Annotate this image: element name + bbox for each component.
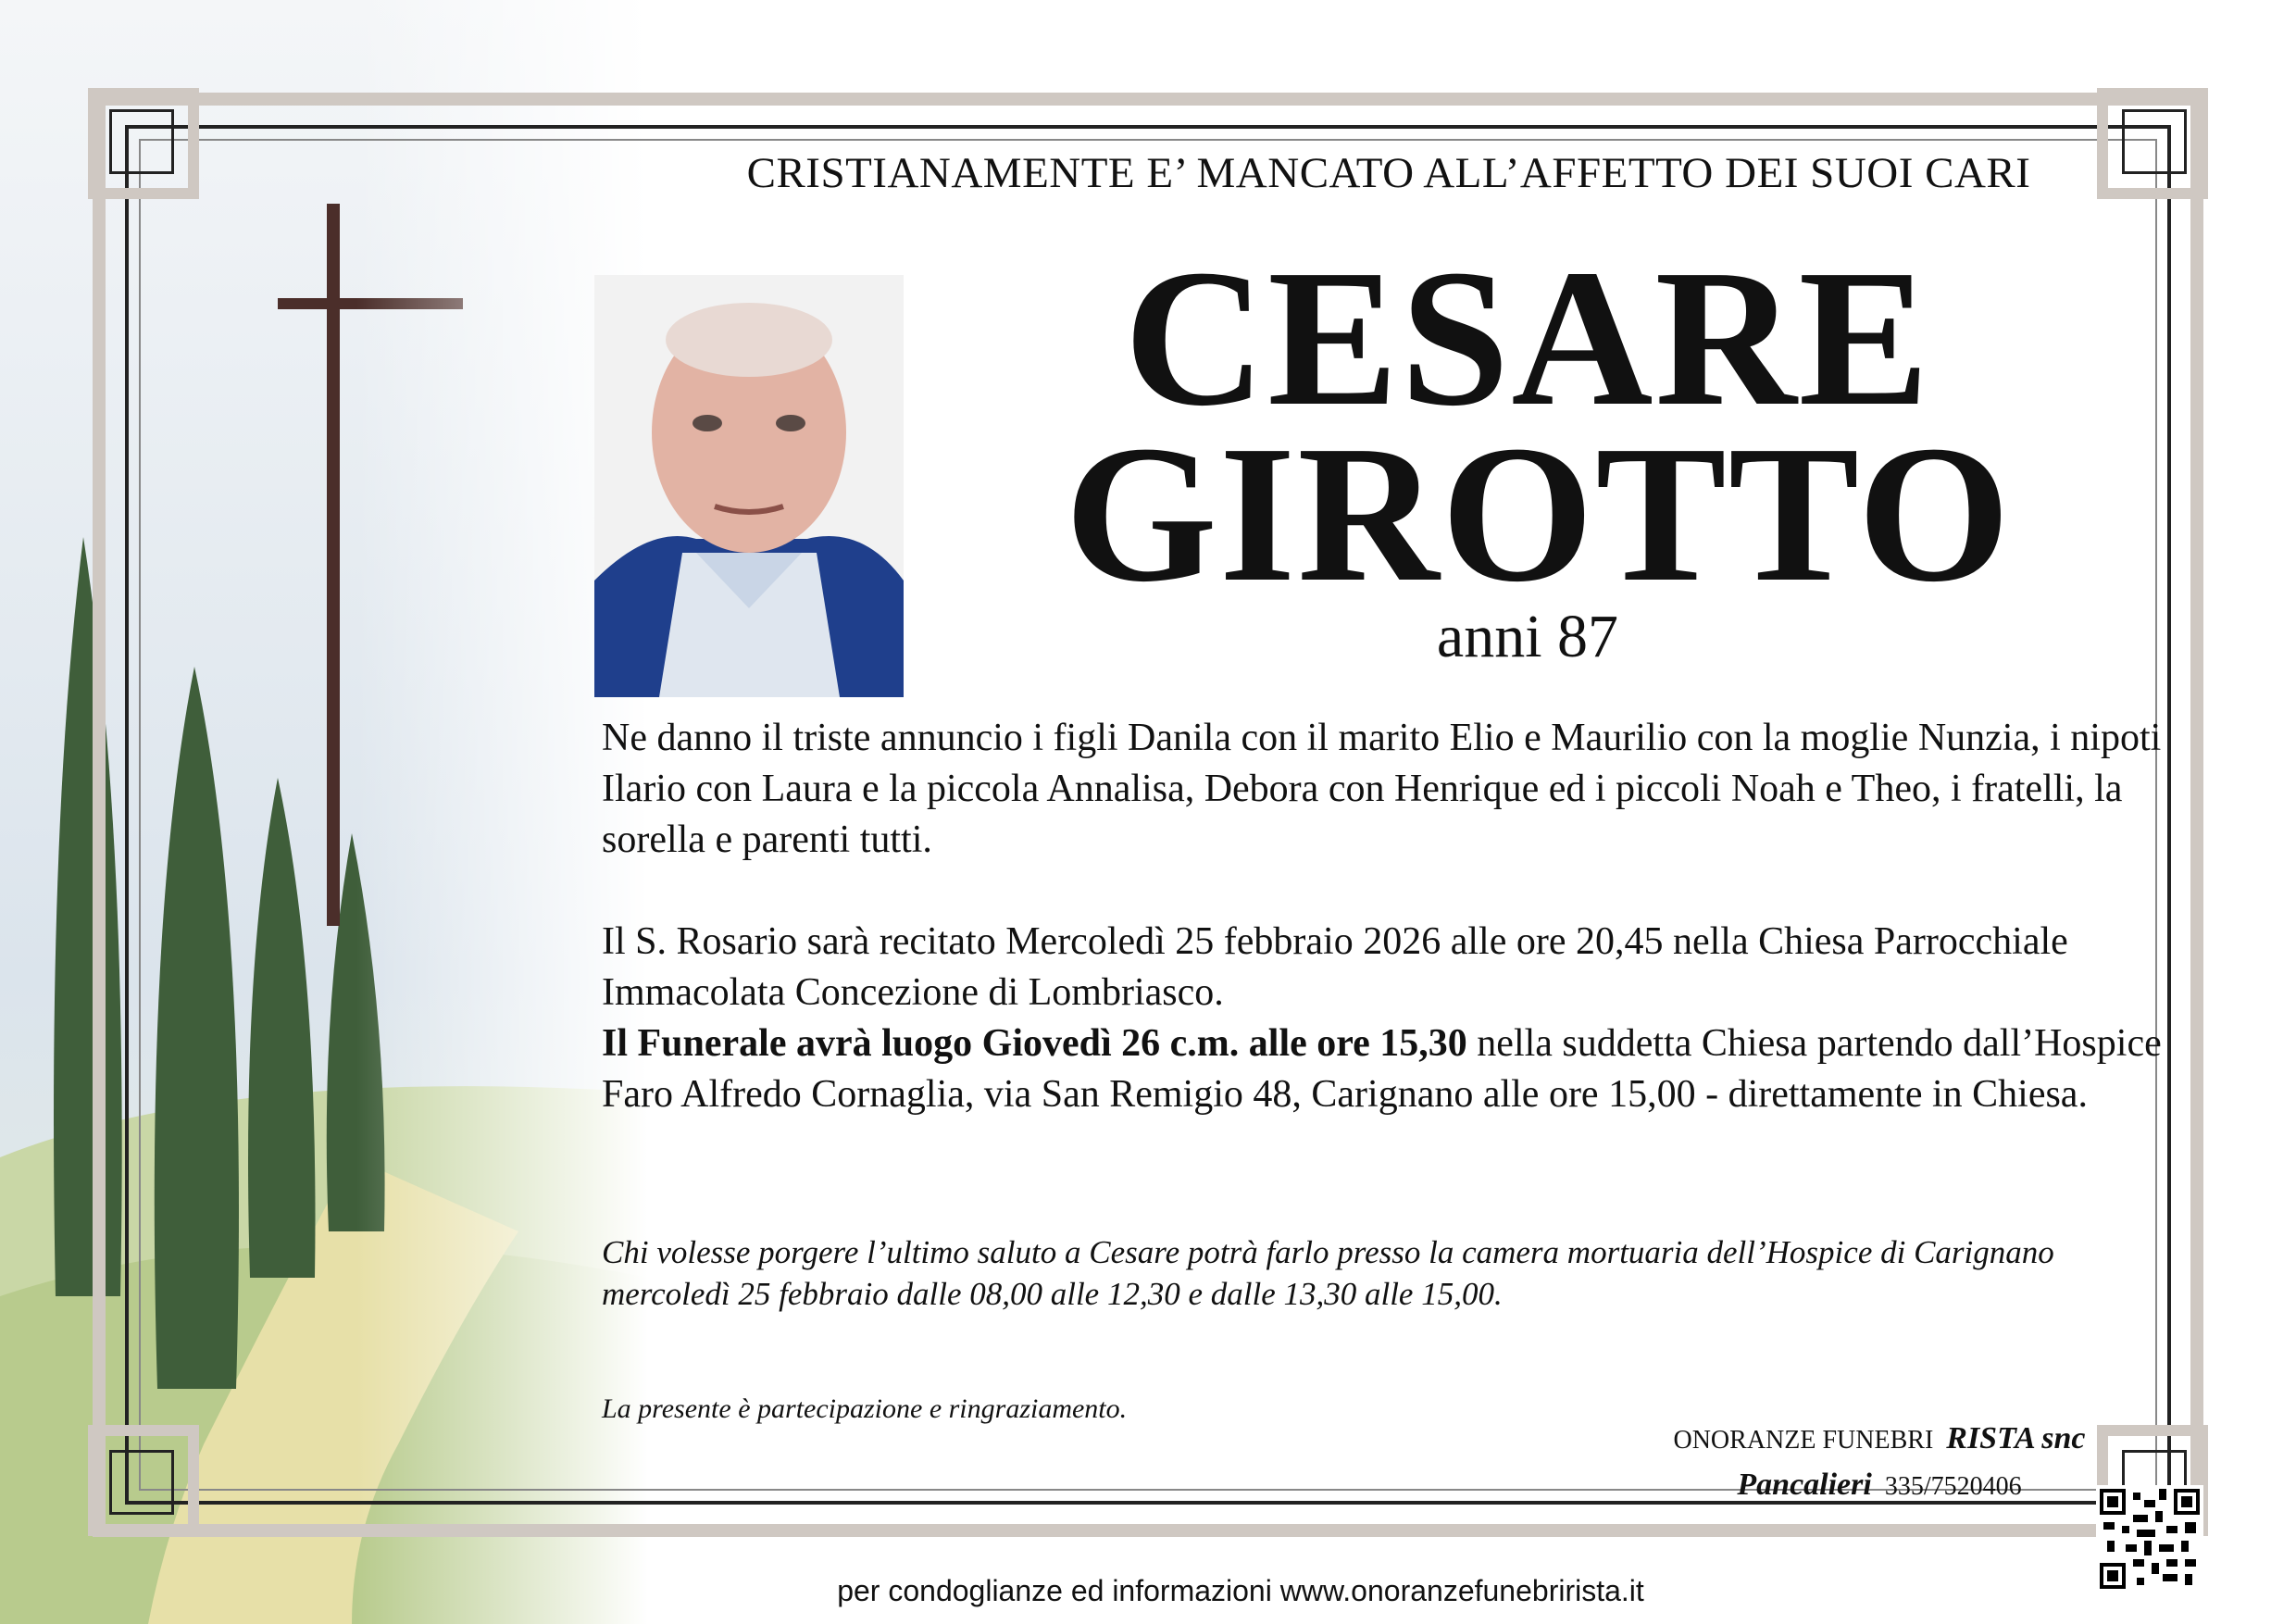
agency-name: RISTA snc xyxy=(1946,1421,2086,1455)
deceased-name xyxy=(1065,229,2013,622)
agency-line xyxy=(1648,1417,2111,1463)
frame-corner-inner xyxy=(109,1450,174,1515)
frame-corner-inner xyxy=(109,109,174,174)
family-paragraph: Ne danno il triste annuncio i figli Danila con il marito Elio e Maurilio con la moglie Nunzia, i nipoti Ilario con Laura e la piccola Annalisa, Debora con Henrique ed i piccoli Noah e Theo, i fratelli, la sorella e parenti tutti. xyxy=(602,717,2162,861)
agency-town: Pancalieri xyxy=(1737,1468,1872,1502)
frame-corner-inner xyxy=(2122,109,2187,174)
agency-phone: 335/7520406 xyxy=(1884,1472,2022,1501)
rosary-paragraph: Il S. Rosario sarà recitato Mercoledì 25 febbraio 2026 alle ore 20,45 nella Chiesa Parrocchiale Immacolata Concezione di Lombriasco. xyxy=(602,920,2068,1014)
announcement-text xyxy=(602,713,2176,1120)
headline: CRISTIANAMENTE E’ MANCATO ALL’AFFETTO DEI SUOI CARI xyxy=(746,149,2031,197)
last-name: GIROTTO xyxy=(1065,405,2013,622)
first-name: CESARE xyxy=(1123,229,1931,446)
agency-contact xyxy=(1648,1463,2111,1509)
agency-prefix: ONORANZE FUNEBRI xyxy=(1673,1426,1934,1455)
funeral-paragraph xyxy=(602,1018,2176,1120)
website-line: per condoglianze ed informazioni www.onoranzefunebrirista.it xyxy=(837,1574,1644,1607)
thanks-note: La presente è partecipazione e ringraziamento. xyxy=(602,1393,1128,1424)
funeral-agency xyxy=(1648,1417,2111,1509)
portrait-photo xyxy=(594,275,904,697)
condolences-note: Chi volesse porgere l’ultimo saluto a Cesare potrà farlo presso la camera mortuaria dell’Hospice di Carignano mercoledì 25 febbraio dalle 08,00 alle 12,30 e dalle 13,30 alle 15,00. xyxy=(602,1234,2054,1312)
funeral-bold-text: Il Funerale avrà luogo Giovedì 26 c.m. alle ore 15,30 xyxy=(602,1022,1467,1065)
age: anni 87 xyxy=(1436,603,1619,670)
funeral-rest-text: nella suddetta Chiesa partendo dall’Hospice Faro Alfredo Cornaglia, via San Remigio 48, Carignano alle ore 15,00 - direttamente in Chiesa. xyxy=(602,1022,2162,1116)
qr-code-icon[interactable] xyxy=(2096,1485,2203,1593)
